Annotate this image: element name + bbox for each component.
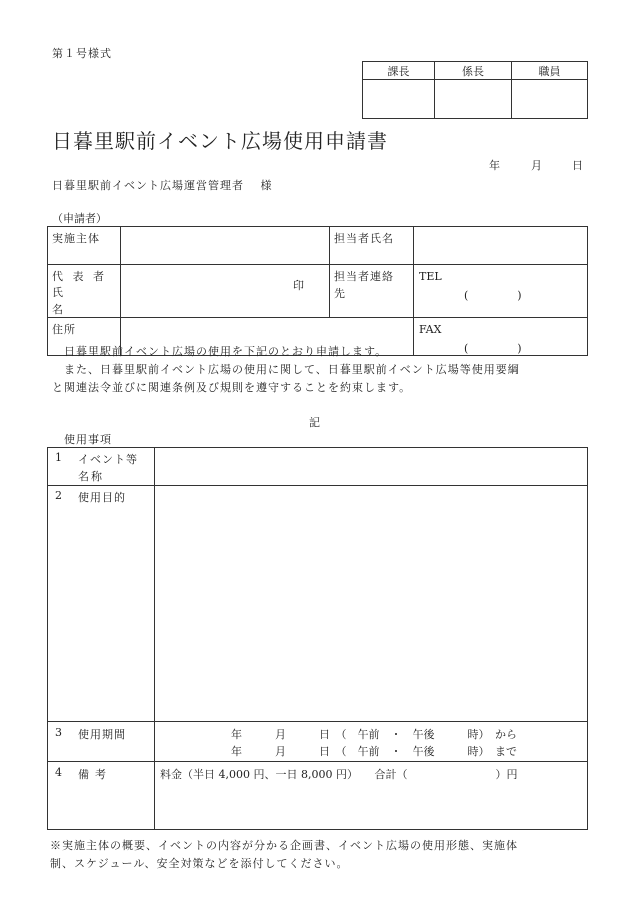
period-label: 使用期間 (78, 728, 126, 741)
period-end-line: 年 月 日 （ 午前 ・ 午後 時） まで (231, 745, 517, 758)
seal-mark: 印 (293, 279, 304, 292)
fee-text: 料金（半日 4,000 円、一日 8,000 円） 合計（ ）円 (160, 768, 518, 781)
purpose-field[interactable] (155, 486, 588, 722)
period-field[interactable] (155, 722, 588, 762)
event-name-label-line2: 名称 (78, 470, 104, 483)
date-month-label: 月 (531, 159, 542, 172)
event-name-field[interactable] (155, 448, 588, 486)
fax-label: FAX (419, 323, 442, 336)
applicant-section-label: （申請者） (52, 212, 107, 225)
statement-line3: と関連法令並びに関連条例及び規則を遵守することを約束します。 (52, 381, 412, 394)
approval-stamp-box-section-chief[interactable] (363, 80, 435, 119)
organizer-label-cell (48, 227, 121, 265)
approval-table (362, 61, 588, 119)
representative-label-cell (48, 265, 121, 318)
approval-header-section-chief: 課長 (363, 62, 435, 80)
representative-name-field[interactable] (121, 265, 330, 318)
item2-number: 2 (55, 489, 62, 502)
organizer-field[interactable] (121, 227, 330, 265)
period-start-line: 年 月 日 （ 午前 ・ 午後 時） から (231, 728, 517, 741)
form-title: 日暮里駅前イベント広場使用申請書 (52, 129, 388, 153)
tel-area-code-parens: ( ) (464, 289, 523, 302)
date-day-label: 日 (572, 159, 583, 172)
period-label-cell (48, 722, 155, 762)
ki-mark: 記 (309, 416, 320, 429)
fax-area-code-parens: ( ) (464, 342, 523, 355)
remarks-label-cell (48, 762, 155, 830)
usage-heading: 使用事項 (64, 433, 112, 446)
remarks-label: 備考 (78, 768, 112, 781)
date-year-label: 年 (489, 159, 500, 172)
event-name-label-cell (48, 448, 155, 486)
item3-number: 3 (55, 726, 62, 739)
contact-info-label-cell (330, 265, 414, 318)
statement-line2: また、日暮里駅前イベント広場の使用に関して、日暮里駅前イベント広場等使用要綱 (64, 363, 520, 376)
contact-info-label-line2: 先 (334, 287, 345, 300)
event-name-label-line1: イベント等 (78, 453, 138, 466)
tel-label: TEL (419, 270, 442, 283)
item4-number: 4 (55, 766, 62, 779)
addressee: 日暮里駅前イベント広場運営管理者 様 (52, 179, 273, 192)
approval-stamp-box-subsection-chief[interactable] (435, 80, 512, 119)
contact-info-label-line1: 担当者連絡 (334, 270, 394, 283)
approval-stamp-box-staff[interactable] (512, 80, 588, 119)
approval-header-subsection-chief: 係長 (435, 62, 512, 80)
address-label: 住所 (52, 323, 76, 336)
form-number: 第１号様式 (52, 47, 112, 60)
footnote-line1: ※実施主体の概要、イベントの内容が分かる企画書、イベント広場の使用形態、実施体 (50, 839, 518, 852)
contact-name-field[interactable] (414, 227, 588, 265)
purpose-label-cell (48, 486, 155, 722)
representative-label-line2: 名 (52, 303, 63, 316)
representative-label-line1: 代 表 者 氏 (52, 270, 107, 299)
contact-name-label: 担当者氏名 (334, 232, 394, 245)
organizer-label: 実施主体 (52, 232, 100, 245)
applicant-table (47, 226, 588, 356)
remarks-field[interactable] (155, 762, 588, 830)
approval-header-staff: 職員 (512, 62, 588, 80)
statement-line1: 日暮里駅前イベント広場の使用を下記のとおり申請します。 (64, 345, 388, 358)
tel-field[interactable] (414, 265, 588, 318)
fax-field[interactable] (414, 318, 588, 356)
purpose-label: 使用目的 (78, 491, 126, 504)
contact-name-label-cell (330, 227, 414, 265)
item1-number: 1 (55, 451, 62, 464)
usage-table (47, 447, 588, 830)
footnote-line2: 制、スケジュール、安全対策などを添付してください。 (50, 857, 349, 870)
